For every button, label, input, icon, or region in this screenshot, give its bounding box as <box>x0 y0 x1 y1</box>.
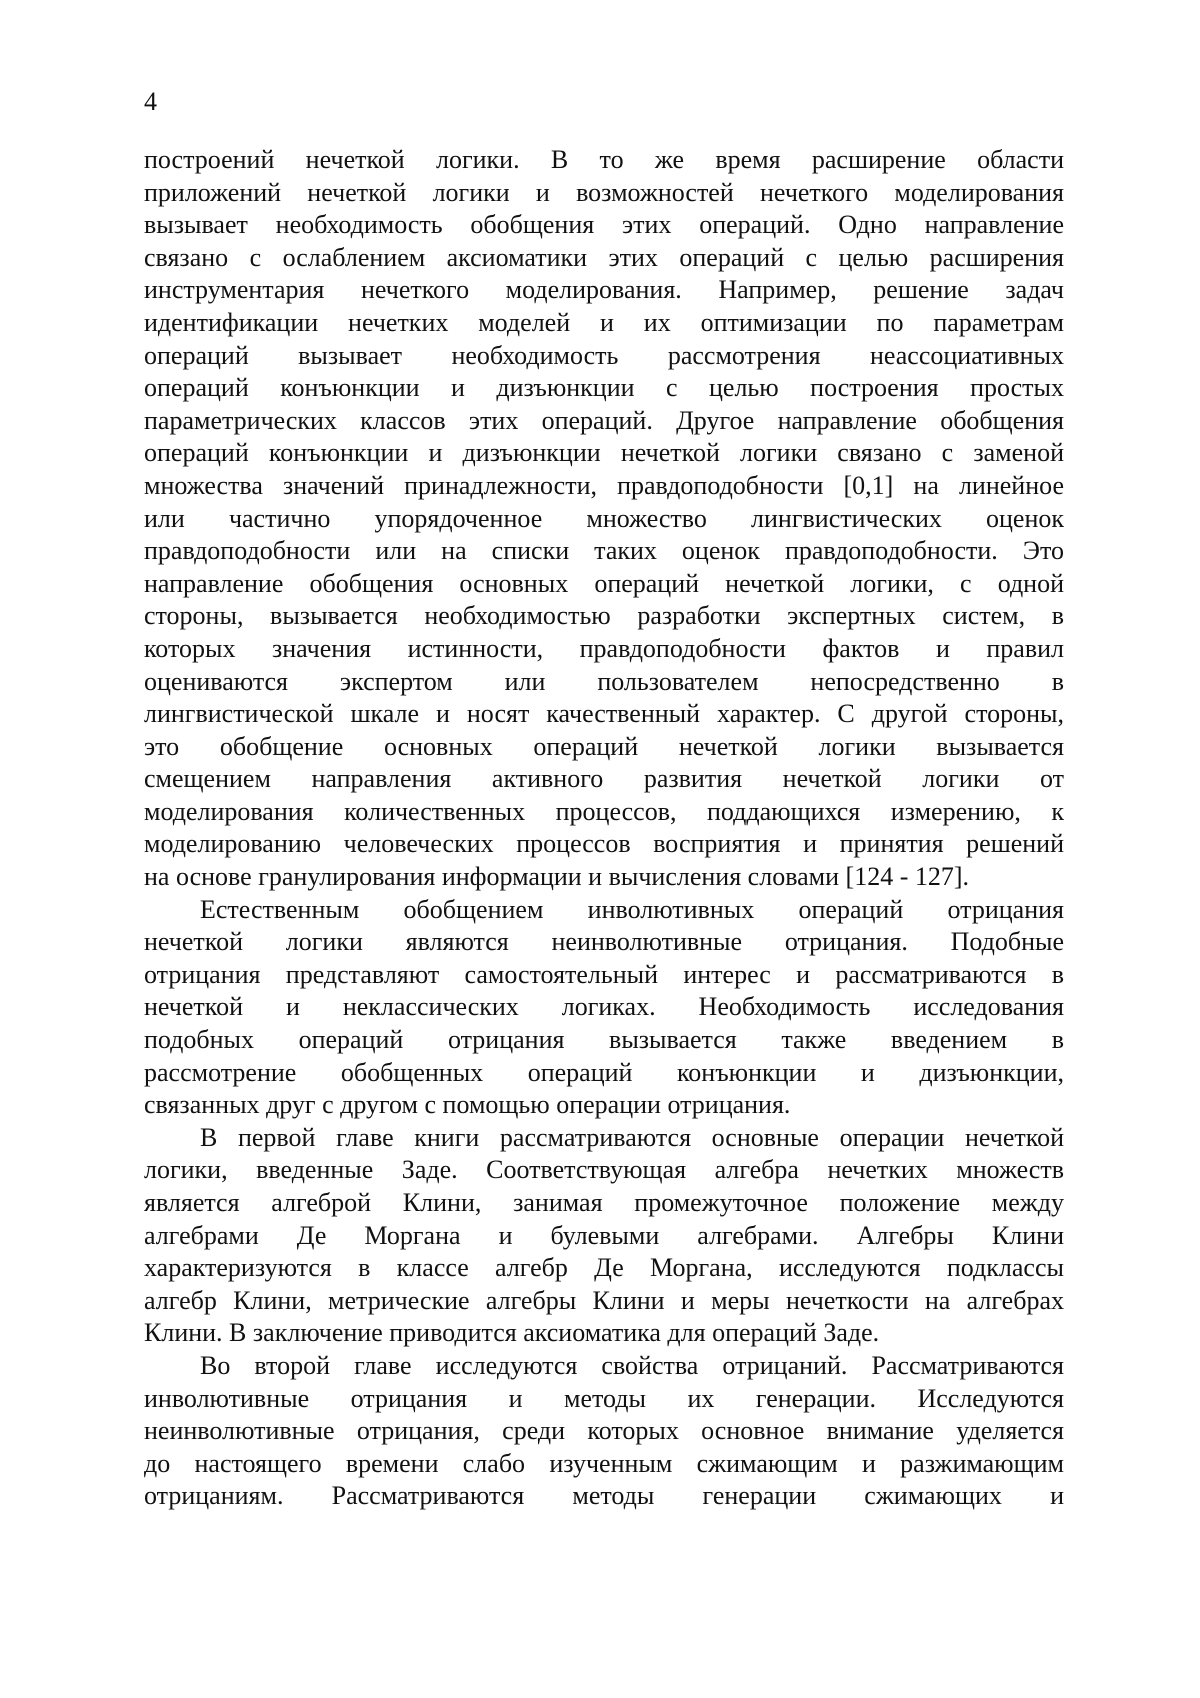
text-line: это обобщение основных операций нечеткой логики вызывается <box>144 731 1064 761</box>
text-line: рассмотрение обобщенных операций конъюнкции и дизъюнкции, <box>144 1057 1064 1087</box>
text-line: построений нечеткой логики. В то же время расширение области <box>144 145 1064 174</box>
text-line: отрицания представляют самостоятельный интерес и рассматриваются в <box>144 959 1064 989</box>
text-line: направление обобщения основных операций нечеткой логики, с одной <box>144 568 1064 598</box>
text-line: характеризуются в классе алгебр Де Моргана, исследуются подклассы <box>144 1253 1064 1283</box>
text-line: на основе гранулирования информации и вычисления словами [124 - 127]. <box>144 862 970 892</box>
page-number: 4 <box>144 87 157 116</box>
text-line: операций конъюнкции и дизъюнкции с целью построения простых <box>144 373 1064 403</box>
text-line: моделирования количественных процессов, поддающихся измерению, к <box>144 796 1064 826</box>
text-line: до настоящего времени слабо изученным сжимающим и разжимающим <box>144 1448 1064 1478</box>
text-line: операций конъюнкции и дизъюнкции нечеткой логики связано с заменой <box>144 438 1064 468</box>
paragraph-3 <box>144 1122 1064 1350</box>
text-line: нечеткой и неклассических логиках. Необходимость исследования <box>144 992 1064 1022</box>
text-line: связано с ослаблением аксиоматики этих операций с целью расширения <box>144 242 1064 272</box>
text-line: лингвистической шкале и носят качественный характер. С другой стороны, <box>144 699 1064 729</box>
text-line: или частично упорядоченное множество лингвистических оценок <box>144 503 1064 533</box>
text-line: является алгеброй Клини, занимая промежуточное положение между <box>144 1188 1064 1217</box>
text-line: связанных друг с другом с помощью операции отрицания. <box>144 1090 791 1120</box>
text-line: правдоподобности или на списки таких оценок правдоподобности. Это <box>144 536 1064 566</box>
text-line: смещением направления активного развития нечеткой логики от <box>144 764 1064 794</box>
text-line: оцениваются экспертом или пользователем непосредственно в <box>144 666 1064 696</box>
text-line: параметрических классов этих операций. Другое направление обобщения <box>144 405 1064 435</box>
text-line: инволютивные отрицания и методы их генерации. Исследуются <box>144 1383 1064 1413</box>
text-line: идентификации нечетких моделей и их оптимизации по параметрам <box>144 307 1064 337</box>
text-line: Клини. В заключение приводится аксиоматика для операций Заде. <box>144 1318 880 1348</box>
text-line: Во второй главе исследуются свойства отрицаний. Рассматриваются <box>200 1350 1064 1380</box>
text-line: операций вызывает необходимость рассмотрения неассоциативных <box>144 340 1064 370</box>
text-line: отрицаниям. Рассматриваются методы генерации сжимающих и <box>144 1481 1064 1511</box>
text-line: инструментария нечеткого моделирования. Например, решение задач <box>144 275 1064 305</box>
text-line: которых значения истинности, правдоподобности фактов и правил <box>144 633 1064 663</box>
text-line: алгебрами Де Моргана и булевыми алгебрами. Алгебры Клини <box>144 1220 1064 1250</box>
text-line: приложений нечеткой логики и возможностей нечеткого моделирования <box>144 177 1064 207</box>
text-line: алгебр Клини, метрические алгебры Клини и меры нечеткости на алгебрах <box>144 1285 1064 1315</box>
text-line: подобных операций отрицания вызывается также введением в <box>144 1025 1064 1055</box>
paragraph-1 <box>144 144 1064 894</box>
text-line: В первой главе книги рассматриваются основные операции нечеткой <box>200 1122 1064 1152</box>
paragraph-2 <box>144 894 1064 1122</box>
text-line: моделированию человеческих процессов восприятия и принятия решений <box>144 829 1064 859</box>
text-line: нечеткой логики являются неинволютивные отрицания. Подобные <box>144 927 1064 957</box>
paragraph-4 <box>144 1350 1064 1513</box>
text-line: вызывает необходимость обобщения этих операций. Одно направление <box>144 210 1064 240</box>
text-line: стороны, вызывается необходимостью разработки экспертных систем, в <box>144 601 1064 631</box>
text-line: логики, введенные Заде. Соответствующая алгебра нечетких множеств <box>144 1155 1064 1185</box>
text-line: множества значений принадлежности, правдоподобности [0,1] на линейное <box>144 470 1064 500</box>
text-line: Естественным обобщением инволютивных операций отрицания <box>200 894 1064 924</box>
body-text <box>144 144 1064 1513</box>
text-line: неинволютивные отрицания, среди которых основное внимание уделяется <box>144 1416 1064 1446</box>
